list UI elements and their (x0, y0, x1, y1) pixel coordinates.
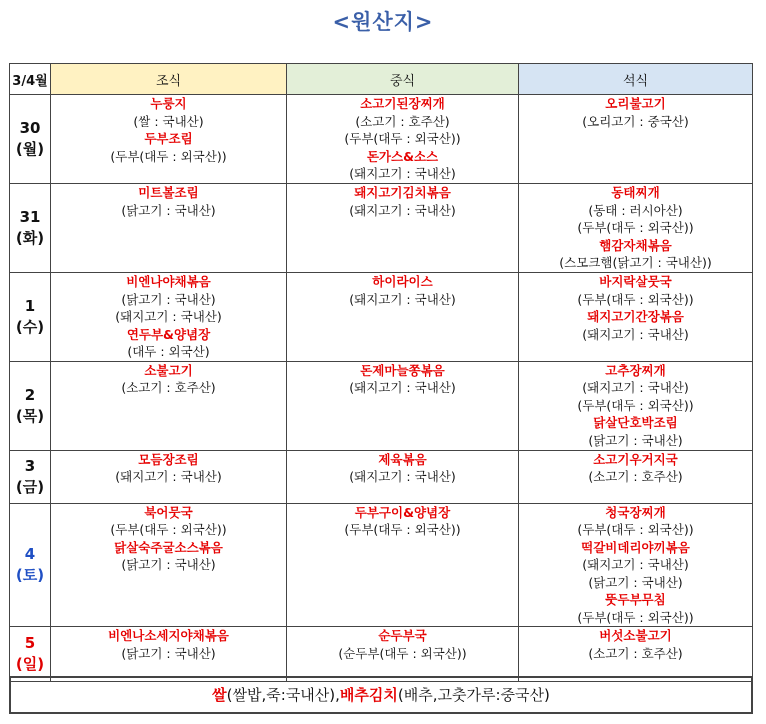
footer-rice-detail: (쌀밥,죽:국내산), (226, 686, 340, 704)
lunch-cell (287, 627, 519, 682)
day-of-week: (금) (15, 477, 45, 496)
origin-info: (닭고기 : 국내산) (121, 557, 216, 572)
dish-name: 닭살단호박조림 (593, 415, 678, 430)
origin-info: (동태 : 러시아산) (588, 202, 683, 218)
origin-info: (쌀 : 국내산) (133, 113, 204, 129)
day-row (10, 184, 753, 273)
lunch-cell (287, 95, 519, 184)
origin-info: (닭고기 : 국내산) (588, 432, 683, 448)
header-date: 3/4월 (10, 64, 51, 95)
day-date (10, 95, 51, 184)
origin-info: (돼지고기 : 국내산) (349, 166, 456, 181)
dish-name: 동태찌개 (611, 185, 660, 200)
lunch-cell (287, 361, 519, 450)
breakfast-cell (51, 95, 287, 184)
day-number: 1 (24, 296, 36, 315)
lunch-cell (287, 273, 519, 362)
dinner-cell (519, 627, 753, 682)
dish-name: 순두부국 (378, 628, 427, 643)
origin-info: (돼지고기 : 국내산) (349, 291, 456, 307)
day-of-week: (토) (15, 565, 45, 584)
origin-info: (돼지고기 : 국내산) (115, 309, 222, 324)
dish-name: 비엔나야채볶음 (126, 274, 211, 289)
dish-name: 청국장찌개 (605, 504, 666, 520)
dish-name: 소고기된장찌개 (360, 96, 445, 111)
origin-info: (대두 : 외국산) (127, 344, 210, 359)
day-of-week: (일) (15, 655, 45, 673)
breakfast-cell (51, 361, 287, 450)
header-row (10, 64, 753, 95)
page-title: <원산지> (332, 10, 434, 34)
day-row (10, 503, 753, 627)
day-row (10, 273, 753, 362)
dish-name: 돈제마늘쫑볶음 (360, 362, 445, 378)
origin-info: (소고기 : 호주산) (355, 113, 450, 129)
dish-name: 햄감자채볶음 (599, 237, 672, 253)
origin-info: (닭고기 : 국내산) (121, 202, 216, 218)
dish-name: 오리불고기 (605, 96, 666, 111)
day-date (10, 361, 51, 450)
dish-name: 돈가스&소스 (366, 148, 439, 164)
day-of-week: (월) (15, 140, 45, 158)
breakfast-cell (51, 450, 287, 503)
footer-note (9, 676, 753, 714)
origin-info: (두부(대두 : 외국산)) (110, 522, 227, 537)
origin-info: (돼지고기 : 국내산) (349, 202, 456, 218)
dish-name: 뚯두부무침 (605, 592, 666, 607)
day-number: 3 (24, 456, 36, 475)
header-lunch: 중식 (287, 64, 519, 95)
dish-name: 닭살숙주굴소스볶음 (114, 539, 223, 555)
origin-info: (오리고기 : 중국산) (582, 113, 689, 129)
origin-info: (소고기 : 호주산) (588, 469, 683, 484)
lunch-cell (287, 450, 519, 503)
dish-name: 비엔나소세지야채볶음 (108, 628, 229, 643)
day-date (10, 273, 51, 362)
origin-table (9, 63, 753, 682)
dish-name: 모듬장조림 (138, 451, 199, 467)
origin-info: (돼지고기 : 국내산) (349, 380, 456, 395)
lunch-cell (287, 184, 519, 273)
day-row (10, 450, 753, 503)
day-number: 5 (24, 634, 36, 652)
origin-info: (스모크햄(닭고기 : 국내산)) (559, 255, 712, 270)
header-dinner: 석식 (519, 64, 753, 95)
origin-info: (닭고기 : 국내산) (588, 574, 683, 590)
footer-kimchi-detail: (배추,고춧가루:중국산) (397, 686, 550, 704)
day-number: 30 (19, 119, 41, 137)
origin-info: (두부(대두 : 외국산)) (344, 522, 461, 537)
origin-info: (닭고기 : 국내산) (121, 645, 216, 661)
origin-info: (두부(대두 : 외국산)) (344, 131, 461, 146)
origin-info: (소고기 : 호주산) (588, 645, 683, 661)
dish-name: 두부조림 (144, 131, 193, 146)
day-date (10, 184, 51, 273)
day-of-week: (수) (15, 317, 45, 336)
dinner-cell (519, 95, 753, 184)
day-of-week: (화) (15, 229, 45, 247)
dish-name: 고추장찌개 (605, 362, 666, 378)
origin-info: (두부(대두 : 외국산)) (577, 522, 694, 537)
dish-name: 두부구이&양념장 (354, 504, 451, 520)
dinner-cell (519, 361, 753, 450)
dinner-cell (519, 273, 753, 362)
day-row (10, 361, 753, 450)
dish-name: 연두부&양념장 (126, 326, 211, 342)
breakfast-cell (51, 627, 287, 682)
day-row (10, 627, 753, 682)
origin-info: (돼지고기 : 국내산) (582, 557, 689, 572)
dinner-cell (519, 450, 753, 503)
day-date (10, 503, 51, 627)
day-date (10, 627, 51, 682)
dish-name: 돼지고기김치볶음 (354, 185, 451, 200)
dish-name: 돼지고기간장볶음 (587, 309, 684, 324)
dinner-cell (519, 503, 753, 627)
footer-rice-label: 쌀 (212, 686, 227, 704)
day-of-week: (목) (15, 406, 45, 425)
dish-name: 바지락살뭇국 (599, 274, 672, 289)
dish-name: 누룽지 (150, 96, 187, 111)
day-number: 31 (19, 208, 41, 226)
origin-info: (돼지고기 : 국내산) (115, 469, 222, 484)
dish-name: 소불고기 (144, 362, 193, 378)
origin-info: (돼지고기 : 국내산) (582, 326, 689, 342)
day-number: 4 (24, 544, 36, 563)
day-number: 2 (24, 385, 36, 404)
lunch-cell (287, 503, 519, 627)
origin-info: (돼지고기 : 국내산) (349, 469, 456, 484)
dish-name: 소고기우거지국 (593, 451, 678, 467)
dish-name: 버섯소불고기 (599, 628, 672, 643)
breakfast-cell (51, 503, 287, 627)
dish-name: 하이라이스 (372, 274, 433, 289)
dish-name: 제육볶음 (378, 451, 427, 467)
origin-info: (순두부(대두 : 외국산)) (338, 645, 467, 661)
origin-info: (닭고기 : 국내산) (121, 291, 216, 307)
origin-info: (두부(대두 : 외국산)) (577, 609, 694, 625)
dish-name: 미트볼조림 (138, 185, 199, 200)
day-date (10, 450, 51, 503)
breakfast-cell (51, 273, 287, 362)
origin-info: (두부(대두 : 외국산)) (577, 397, 694, 413)
footer-kimchi-label: 배추김치 (339, 686, 398, 704)
dish-name: 떡갈비데리야끼볶음 (581, 539, 690, 555)
origin-info: (돼지고기 : 국내산) (582, 380, 689, 395)
origin-info: (두부(대두 : 외국산)) (577, 291, 694, 307)
breakfast-cell (51, 184, 287, 273)
header-breakfast: 조식 (51, 64, 287, 95)
dinner-cell (519, 184, 753, 273)
origin-info: (두부(대두 : 외국산)) (577, 220, 694, 235)
origin-info: (두부(대두 : 외국산)) (110, 148, 227, 164)
dish-name: 북어뭇국 (144, 504, 193, 520)
day-row (10, 95, 753, 184)
origin-info: (소고기 : 호주산) (121, 380, 216, 395)
